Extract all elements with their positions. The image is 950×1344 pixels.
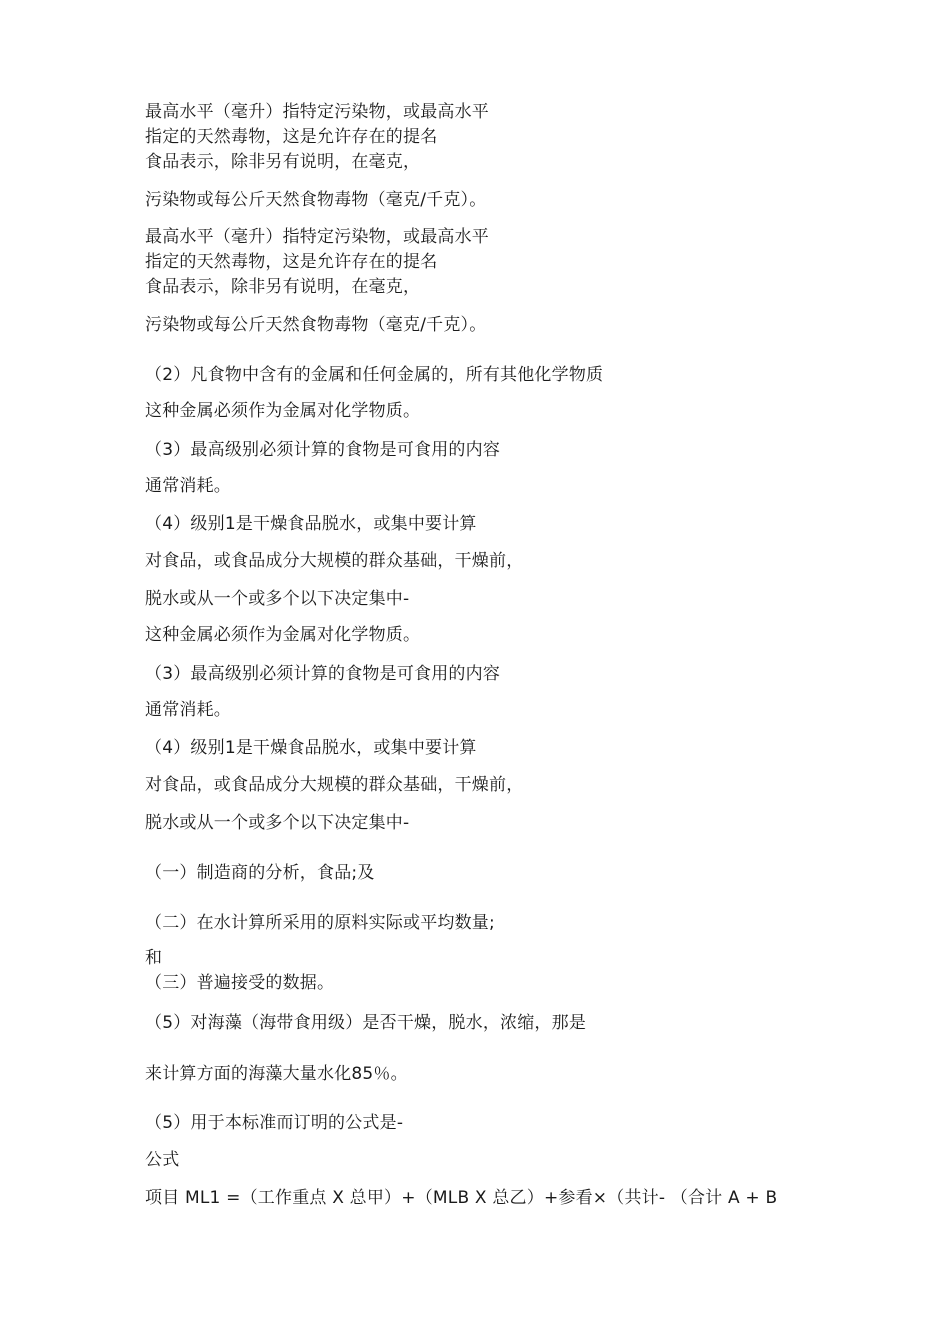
text-line: 最高水平（毫升）指特定污染物，或最高水平 <box>145 227 489 247</box>
text-line: 来计算方面的海藻大量水化85％。 <box>145 1064 408 1084</box>
text-line: （一）制造商的分析，食品;及 <box>145 863 375 883</box>
text-line: 这种金属必须作为金属对化学物质。 <box>145 625 421 645</box>
text-line: 通常消耗。 <box>145 476 231 496</box>
text-line: （三）普遍接受的数据。 <box>145 973 335 993</box>
text-line: （3）最高级别必须计算的食物是可食用的内容 <box>145 664 501 684</box>
text-line: 公式 <box>145 1150 180 1170</box>
text-line: 指定的天然毒物，这是允许存在的提名 <box>145 127 438 147</box>
text-line: 食品表示，除非另有说明，在毫克， <box>145 277 421 297</box>
text-line: （4）级别1是干燥食品脱水，或集中要计算 <box>145 514 477 534</box>
text-line: 污染物或每公斤天然食物毒物（毫克/千克）。 <box>145 315 487 335</box>
text-line: 指定的天然毒物，这是允许存在的提名 <box>145 252 438 272</box>
text-line: 脱水或从一个或多个以下决定集中- <box>145 813 410 833</box>
text-line: 这种金属必须作为金属对化学物质。 <box>145 401 421 421</box>
text-line: （3）最高级别必须计算的食物是可食用的内容 <box>145 440 501 460</box>
text-line: （5）用于本标准而订明的公式是- <box>145 1113 404 1133</box>
text-line: 通常消耗。 <box>145 700 231 720</box>
text-line: 污染物或每公斤天然食物毒物（毫克/千克）。 <box>145 190 487 210</box>
text-line: 对食品，或食品成分大规模的群众基础，干燥前， <box>145 551 524 571</box>
text-line: （2）凡食物中含有的金属和任何金属的，所有其他化学物质 <box>145 365 604 385</box>
text-line: 对食品，或食品成分大规模的群众基础，干燥前， <box>145 775 524 795</box>
text-line: 最高水平（毫升）指特定污染物，或最高水平 <box>145 102 489 122</box>
text-line: 和 <box>145 948 163 968</box>
text-line: 脱水或从一个或多个以下决定集中- <box>145 589 410 609</box>
text-line: （4）级别1是干燥食品脱水，或集中要计算 <box>145 738 477 758</box>
text-line: 食品表示，除非另有说明，在毫克， <box>145 152 421 172</box>
formula-line: 项目 ML1 =（工作重点 X 总甲）+（MLB X 总乙）+参看×（共计- （合计 A + B <box>145 1188 778 1208</box>
text-line: （二）在水计算所采用的原料实际或平均数量; <box>145 913 495 933</box>
text-line: （5）对海藻（海带食用级）是否干燥，脱水，浓缩，那是 <box>145 1013 587 1033</box>
